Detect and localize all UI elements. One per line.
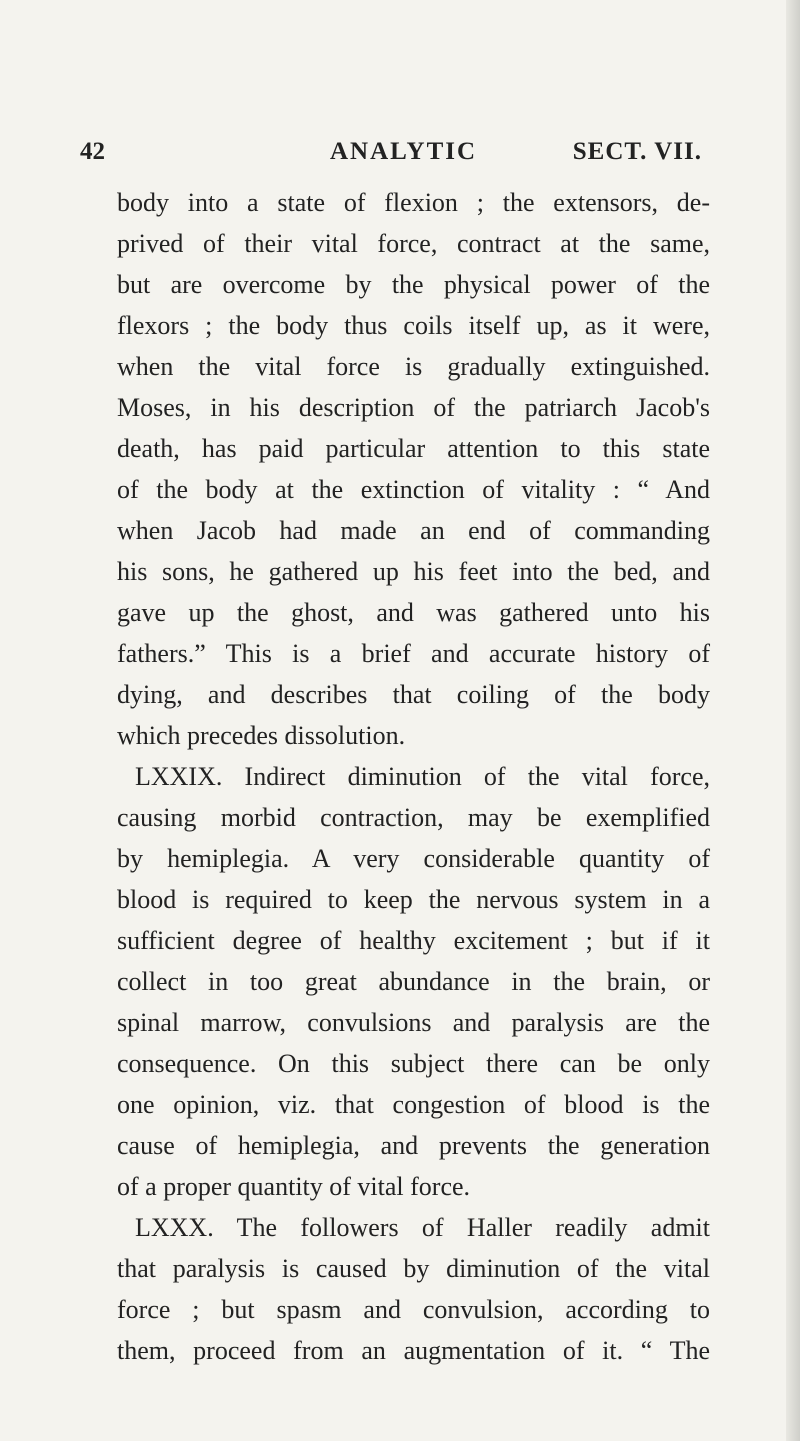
- text-line: force ; but spasm and convulsion, according to: [117, 1295, 710, 1324]
- text-line: sufficient degree of healthy excitement ; but if it: [117, 926, 710, 955]
- text-line: flexors ; the body thus coils itself up, as it were,: [117, 311, 710, 340]
- page-number: 42: [80, 138, 105, 165]
- text-line: consequence. On this subject there can be only: [117, 1049, 710, 1078]
- text-line: his sons, he gathered up his feet into the bed, and: [117, 557, 710, 586]
- text-line: causing morbid contraction, may be exemplified: [117, 803, 710, 832]
- paragraph-start-line: LXXIX. Indirect diminution of the vital force,: [135, 762, 710, 791]
- text-line: them, proceed from an augmentation of it. “ The: [117, 1336, 710, 1365]
- text-line: of the body at the extinction of vitality : “ And: [117, 475, 710, 504]
- text-line: of a proper quantity of vital force.: [117, 1172, 471, 1201]
- text-line: when the vital force is gradually extinguished.: [117, 352, 710, 381]
- text-line: Moses, in his description of the patriarch Jacob's: [117, 393, 710, 422]
- text-line: by hemiplegia. A very considerable quantity of: [117, 844, 710, 873]
- paragraph-start-line: LXXX. The followers of Haller readily admit: [135, 1213, 710, 1242]
- section-title: ANALYTIC: [330, 138, 478, 165]
- text-line: fathers.” This is a brief and accurate history of: [117, 639, 710, 668]
- text-line: one opinion, viz. that congestion of blood is the: [117, 1090, 710, 1119]
- running-head: [80, 138, 710, 172]
- text-line: gave up the ghost, and was gathered unto his: [117, 598, 710, 627]
- text-line: dying, and describes that coiling of the body: [117, 680, 710, 709]
- text-line: prived of their vital force, contract at the same,: [117, 229, 710, 258]
- text-line: that paralysis is caused by diminution of the vital: [117, 1254, 710, 1283]
- text-line: blood is required to keep the nervous system in a: [117, 885, 710, 914]
- text-line: collect in too great abundance in the brain, or: [117, 967, 710, 996]
- body-text: [117, 182, 710, 1371]
- section-number: SECT. VII.: [572, 138, 702, 165]
- text-line: body into a state of flexion ; the extensors, de-: [117, 188, 710, 217]
- text-line: cause of hemiplegia, and prevents the generation: [117, 1131, 710, 1160]
- text-line: spinal marrow, convulsions and paralysis are the: [117, 1008, 710, 1037]
- text-line: but are overcome by the physical power of the: [117, 270, 710, 299]
- text-line: when Jacob had made an end of commanding: [117, 516, 710, 545]
- text-line: death, has paid particular attention to this state: [117, 434, 710, 463]
- page-edge: [786, 0, 800, 1441]
- text-line: which precedes dissolution.: [117, 721, 406, 750]
